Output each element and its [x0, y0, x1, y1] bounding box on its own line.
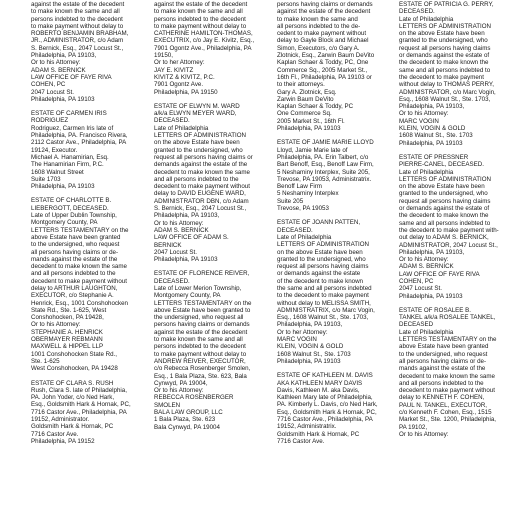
notice-line: DECEASED.: [154, 117, 190, 125]
notice-line: 7901 Ogontz Ave., Philadelphia, PA: [154, 44, 252, 52]
notice-line: ADAM S. BERNICK: [31, 66, 86, 74]
notice-line: the decedent to make known the: [399, 59, 489, 67]
notice-line: Late of Philadelphia: [277, 233, 332, 241]
notice-line: 7716 Castor Ave.: [31, 430, 79, 438]
notice-line: Zlotnick, Esq., Zarwin Baum DeVito: [277, 52, 375, 60]
notice-line: LETTERS TESTAMENTARY on the: [154, 299, 252, 307]
notice-line: Or to his Attorney:: [154, 219, 204, 227]
notice-line: BALA LAW GROUP, LLC: [154, 409, 223, 417]
notice-heading: ESTATE OF CHARLOTTE B.: [31, 197, 112, 205]
notice-line: 19150,: [154, 52, 173, 60]
notice-line: ADAM S. BERNICK: [399, 263, 454, 271]
notice-line: JR., ADMINISTRATOR, c/o Adam: [31, 37, 124, 45]
notice-line: to make payment without delay to: [154, 22, 247, 30]
notice-line: to make payment without delay to: [31, 22, 124, 30]
notice-line: Philadelphia, PA 19103: [399, 139, 463, 147]
notice-line: all persons indebted to the de-: [277, 22, 361, 30]
notice-line: STEPHANIE A. HENRICK: [31, 328, 103, 336]
notice-line: persons indebted to the decedent: [31, 15, 123, 23]
notice-line: Philadelphia, PA 19103,: [277, 321, 343, 329]
notice-line: LAW OFFICE OF FAYE RIVA: [399, 270, 480, 278]
notice-line: or demands against the estate of: [399, 52, 490, 60]
notice-line: Conshohocken, PA 19428,: [31, 314, 104, 322]
notice-line: Montgomery County, PA: [154, 292, 221, 300]
notice-line: decedent to make known the same: [31, 263, 127, 271]
notice-heading: ESTATE OF ELWYN M. WARD: [154, 102, 240, 110]
notice-line: LAW OFFICE OF ADAM S.: [154, 234, 229, 242]
notice-line: 2047 Locust St.: [399, 285, 442, 293]
notice-heading: ESTATE OF CLARA S. RUSH: [31, 379, 114, 387]
notice-line: LETTERS OF ADMINISTRATION: [154, 132, 247, 140]
notice-line: ADMINISTRATOR DBN, c/o Adam: [154, 197, 249, 205]
notice-heading: ESTATE OF CARMEN IRIS: [31, 110, 107, 118]
notice-line: Late of Lower Merion Township,: [154, 284, 242, 292]
notice-line: decedent to make payment without: [154, 183, 250, 191]
notice-line: 19124, Executor.: [31, 146, 78, 154]
notice-line: Bart Benoff, Esq., Benoff Law Firm,: [277, 161, 374, 169]
notice-line: against the estate of the decedent: [154, 328, 248, 336]
notice-line: c/o Kenneth F. Cohen, Esq., 1515: [399, 409, 492, 417]
notice-line: on the above Estate have been: [154, 139, 240, 147]
estate-notice: [277, 139, 385, 212]
notice-line: of the decedent to make known: [277, 277, 363, 285]
notice-line: Suite 205: [277, 197, 304, 205]
notice-line: granted to the undersigned, who: [277, 255, 366, 263]
notice-line: request all persons having claims: [399, 44, 491, 52]
notice-line: EXECUTOR, c/o Stephanie A.: [31, 292, 114, 300]
notice-line: Philadelphia, PA 19103,: [399, 248, 465, 256]
notice-line: DECEASED.: [277, 226, 313, 234]
notice-line: to the undersigned, who request: [31, 241, 120, 249]
estate-notice: [31, 197, 139, 372]
notice-line: PIERRE-CANEL, DECEASED.: [399, 161, 484, 169]
notice-line: EXECUTRIX, c/o Jay E. Kivitz, Esq.,: [154, 37, 255, 45]
notice-line: Philadelphia, PA 19103: [277, 357, 341, 365]
notice-line: cedent to make payment without: [277, 30, 367, 38]
notice-line: Kathleen Mary late of Philadelphia,: [277, 394, 373, 402]
notice-line: Michael A. Hanamirian, Esq.: [31, 153, 109, 161]
notice-line: Late of Philadelphia: [399, 168, 454, 176]
notice-line: Philadelphia, PA 19103,: [399, 103, 465, 111]
notice-column-3: [277, 0, 385, 512]
notice-line: Rush, Clara S. late of Philadelphia,: [31, 386, 127, 394]
notice-line: Philadelphia, PA. Francisco Rivera,: [31, 132, 128, 140]
notice-line: SMOLEN: [154, 401, 181, 409]
notice-line: decedent to make payment without: [31, 277, 127, 285]
notice-line: against the estate of the decedent: [31, 1, 125, 8]
notice-line: State Rd., Ste. 1-625, West: [31, 306, 107, 314]
notice-line: same and all persons indebted to: [399, 219, 491, 227]
notice-line: Ste. 1-625: [31, 357, 60, 365]
notice-line: LAW OFFICE OF FAYE RIVA: [31, 73, 112, 81]
notice-column-2: [154, 0, 262, 512]
notice-line: on the above Estate have been: [399, 30, 485, 38]
notice-line: Esq., 1608 Walnut St., Ste. 1703,: [277, 314, 369, 322]
notice-line: 1608 Walnut St., Ste. 1703: [399, 132, 473, 140]
notice-line: the same and all persons indebted: [277, 284, 372, 292]
notice-line: Goldsmith Hark & Hornak, PC: [277, 430, 360, 438]
notice-line: 1 Bala Plaza, Ste. 623: [154, 416, 216, 424]
notice-line: LETTERS TESTAMENTARY on the: [31, 226, 129, 234]
estate-notice: [277, 219, 385, 365]
notice-line: Benoff Law Firm: [277, 183, 322, 191]
notice-line: 7901 Ogontz Ave.: [154, 81, 204, 89]
notice-line: Or to his Attorney:: [399, 256, 449, 264]
notice-line: above Estate have been granted to: [154, 306, 251, 314]
notice-line: Davis, Kathleen M. aka Davis,: [277, 386, 360, 394]
notice-line: MARC VOGIN: [277, 336, 317, 344]
notice-line: Market St., Ste. 1200, Philadelphia,: [399, 416, 496, 424]
notice-line: or demands against the estate: [277, 270, 361, 278]
notice-line: Late of Philadelphia: [399, 15, 454, 23]
notice-line: without delay to THOMAS PERRY,: [399, 81, 494, 89]
notice-line: on the above Estate have been: [277, 248, 363, 256]
notice-line: Or to his Attorney:: [31, 321, 81, 329]
notice-line: 7716 Castor Ave., Philadelphia, PA: [31, 408, 127, 416]
notice-column-4: [399, 0, 507, 512]
notice-line: to their attorneys.: [277, 81, 325, 89]
notice-line: PA. John Yoder, c/o Ned Hark,: [31, 394, 115, 402]
notice-line: DECEASED: [399, 321, 434, 329]
notice-line: decedent to make known the same: [399, 372, 495, 380]
notice-line: decedent to make known the same: [154, 168, 250, 176]
notice-line: request all persons having claims: [399, 197, 491, 205]
notice-line: Henrick, Esq., 1001 Conshohocken: [31, 299, 128, 307]
notice-line: and all persons indebted to the: [399, 379, 484, 387]
notice-line: Late of Philadelphia: [154, 124, 209, 132]
notice-line: Philadelphia, PA 19150: [154, 88, 218, 96]
notice-line: LETTERS TESTAMENTARY on the: [399, 336, 497, 344]
notice-line: Trevose, PA 19053, Administratrix.: [277, 175, 372, 183]
notice-line: Late of Philadelphia: [399, 328, 454, 336]
estate-notice: [277, 372, 385, 445]
notice-line: Bala Cynwyd, PA 19004: [154, 423, 220, 431]
notice-line: 5 Neshaminy Interplex: [277, 190, 339, 198]
notice-line: ADMINISTRATOR, c/o Marc Vogin,: [399, 88, 496, 96]
notice-heading: ESTATE OF ROSALEE B.: [399, 306, 471, 314]
notice-line: against the estate of the decedent: [277, 8, 371, 16]
estate-notice: [277, 1, 385, 132]
notice-line: to make payment without delay to: [154, 350, 247, 358]
notice-line: all persons having claims or de-: [31, 248, 119, 256]
notice-line: mands against the estate of the: [31, 255, 118, 263]
notice-line: delay to DAVID EUGENE WARD,: [154, 190, 246, 198]
notice-line: Philadelphia, PA 19103: [277, 125, 341, 133]
notice-line: or demands against the estate of: [399, 205, 490, 213]
notice-line: a/k/a ELWYN MEYER WARD,: [154, 110, 237, 118]
notice-line: Esq., Goldsmith Hark & Hornak, PC,: [277, 408, 377, 416]
notice-heading: ESTATE OF KATHLEEN M. DAVIS: [277, 372, 373, 380]
notice-line: 16th Fl., Philadelphia, PA 19103 or: [277, 73, 372, 81]
notice-line: Kaplan Schaer & Toddy, PC, One: [277, 59, 369, 67]
notice-line: granted to the undersigned, who: [154, 146, 243, 154]
notice-line: LETTERS OF ADMINISTRATION: [399, 175, 492, 183]
estate-notice: [399, 307, 507, 438]
notice-column-1: [31, 0, 139, 512]
notice-line: ANDREW REIVER, EXECUTOR,: [154, 357, 246, 365]
notice-line: Philadelphia, PA 19103: [154, 256, 218, 264]
notice-line: Goldsmith Hark & Hornak, PC: [31, 423, 114, 431]
notice-line: decedent to make payment without: [399, 387, 495, 395]
notice-line: PA. Kimberly L. Davis, c/o Ned Hark,: [277, 401, 378, 409]
notice-line: persons indebted to the decedent: [154, 343, 246, 351]
notice-line: to the undersigned, who request: [399, 350, 488, 358]
notice-line: Philadelphia, PA 19103,: [154, 212, 220, 220]
notice-line: and all persons indebted to the: [154, 175, 239, 183]
notice-line: to make known the same and: [277, 15, 358, 23]
notice-line: ADMINISTRATRIX, c/o Marc Vogin,: [277, 306, 375, 314]
estate-notice: [399, 1, 507, 147]
notice-line: Late of Upper Dublin Township,: [31, 212, 117, 220]
notice-line: without delay to MELISSA SMITH,: [277, 299, 371, 307]
notice-line: the decedent to make payment: [399, 73, 484, 81]
notice-line: 2047 Locust St.: [31, 88, 74, 96]
notice-line: ADMINISTRATOR, 2047 Locust St.,: [399, 241, 498, 249]
notice-line: granted to the undersigned, who: [399, 37, 488, 45]
notice-line: Esq., 1608 Walnut St., Ste. 1703,: [399, 95, 491, 103]
notice-line: KLEIN, VOGIN & GOLD: [399, 125, 466, 133]
notice-line: Esq., 1 Bala Plaza, Ste. 623, Bala: [154, 372, 247, 380]
notice-line: Zarwin Baum DeVito: [277, 95, 334, 103]
notice-line: c/o Rebecca Rosenberger Smolen,: [154, 365, 251, 373]
notice-line: Philadelphia, PA 19152: [31, 437, 95, 445]
notice-line: MAXWELL & HIPPEL LLP: [31, 343, 104, 351]
notice-line: 2047 Locust St.: [154, 248, 197, 256]
notice-line: LIEBERGOTT, DECEASED.: [31, 204, 109, 212]
notice-line: delay to Gayle Block and Michael: [277, 37, 369, 45]
notice-line: OBERMAYER REBMANN: [31, 336, 103, 344]
notice-line: Commerce Sq., 2005 Market St.,: [277, 66, 368, 74]
notice-heading: ESTATE OF JOANN PATTEN,: [277, 219, 361, 227]
notice-line: to make known the same and all: [154, 8, 243, 16]
notice-line: Lloyd, Jamie Marie late of: [277, 146, 348, 154]
notice-line: above Estate have been granted: [399, 343, 489, 351]
notice-line: Simon, Executors, c/o Gary A.: [277, 44, 360, 52]
notice-line: mands against the estate of the: [399, 365, 486, 373]
notice-line: AKA KATHLEEN MARY DAVIS: [277, 379, 363, 387]
notice-line: delay to KENNETH F. COHEN,: [399, 394, 485, 402]
notice-line: RODRIGUEZ: [31, 117, 69, 125]
notice-line: Or to his Attorney:: [154, 387, 204, 395]
estate-notice: [31, 1, 139, 103]
notice-line: request all persons having claims or: [154, 153, 253, 161]
estate-notice: [154, 103, 262, 264]
notice-line: Suite 1703: [31, 175, 61, 183]
notice-line: PAUL N. TANKEL, EXECUTOR,: [399, 401, 488, 409]
notice-line: 2005 Market St., 16th Fl.: [277, 117, 345, 125]
notice-line: Cynwyd, PA 19004,: [154, 379, 208, 387]
notice-line: Or to her Attorney:: [154, 59, 205, 67]
notice-line: 5 Neshaminy Interplex, Suite 205,: [277, 168, 370, 176]
notice-heading: ESTATE OF JAMIE MARIE LLOYD: [277, 139, 374, 147]
notice-line: to make known the same and all: [31, 8, 120, 16]
notice-line: ADAM S. BERNICK: [154, 226, 209, 234]
notice-line: 7716 Castor Ave., Philadelphia, PA: [277, 416, 373, 424]
notice-line: S. Bernick, Esq., 2047 Locust St.,: [154, 205, 247, 213]
notice-line: against the estate of the decedent: [154, 1, 248, 8]
notice-line: persons indebted to the decedent: [154, 15, 246, 23]
notice-line: 19152, Administrator.: [31, 416, 90, 424]
notice-heading: ESTATE OF PATRICIA G. PERRY,: [399, 1, 494, 8]
notice-line: Or to his Attorney:: [399, 430, 449, 438]
notice-line: Philadelphia, PA 19103: [31, 183, 95, 191]
notice-line: out delay to ADAM S. BERNICK,: [399, 234, 489, 242]
notice-line: Or to his Attorney:: [399, 110, 449, 118]
notice-line: above Estate have been granted: [31, 233, 121, 241]
notice-line: to the decedent to make payment: [277, 292, 369, 300]
notice-line: Kaplan Schaer & Toddy, PC: [277, 103, 354, 111]
notice-line: the undersigned, who request all: [154, 314, 244, 322]
notice-line: ROBERTO BENJAMIN BRABHAM,: [31, 30, 129, 38]
notice-line: LETTERS OF ADMINISTRATION: [277, 241, 370, 249]
notice-line: One Commerce Sq.: [277, 110, 332, 118]
notice-line: the decedent to make known the: [399, 212, 489, 220]
notice-line: Philadelphia, PA 19103: [31, 95, 95, 103]
notice-line: all persons having claims or de-: [399, 357, 487, 365]
notice-line: on the above Estate have been: [399, 183, 485, 191]
notice-line: Rodriguez, Carmen Iris late of: [31, 124, 114, 132]
notice-line: Montgomery County, PA: [31, 219, 98, 227]
notice-line: LETTERS OF ADMINISTRATION: [399, 22, 492, 30]
notice-line: demands against the estate of the: [154, 161, 248, 169]
notice-line: Philadelphia, PA 19103,: [31, 52, 97, 60]
notice-line: the decedent to make payment with-: [399, 226, 499, 234]
notice-line: 7716 Castor Ave.: [277, 437, 325, 445]
notice-line: COHEN, PC: [31, 81, 66, 89]
notice-line: CATHERINE HAMILTON-THOMAS,: [154, 30, 253, 38]
estate-notice: [31, 110, 139, 190]
notice-line: Trevose, PA 19053: [277, 205, 329, 213]
notice-line: COHEN, PC: [399, 277, 434, 285]
estate-notice: [154, 270, 262, 431]
notice-line: persons having claims or demands: [277, 1, 373, 8]
notice-line: Esq., Goldsmith Hark & Hornak, PC,: [31, 401, 131, 409]
notice-line: KIVITZ & KIVITZ, P.C.: [154, 73, 215, 81]
notice-line: JAY E. KIVITZ: [154, 66, 194, 74]
notice-line: Or to her Attorney:: [277, 328, 328, 336]
notice-line: request all persons having claims: [277, 263, 369, 271]
notice-line: 2112 Castor Ave., Philadelphia, PA: [31, 139, 127, 147]
notice-line: same and all persons indebted to: [399, 66, 491, 74]
notice-line: 1001 Conshohocken State Rd.,: [31, 350, 117, 358]
notice-line: West Conshohocken, PA 19428: [31, 365, 118, 373]
notice-line: 1608 Walnut St., Ste. 1703: [277, 350, 351, 358]
notice-heading: ESTATE OF PRESSNER: [399, 153, 469, 161]
notice-line: Or to his Attorney:: [31, 59, 81, 67]
notice-line: 19152, Administratrix.: [277, 423, 337, 431]
notice-line: REBECCA ROSENBERGER: [154, 394, 234, 402]
notice-line: PA 19102,: [399, 423, 428, 431]
notice-line: granted to the undersigned, who: [399, 190, 488, 198]
notice-line: MARC VOGIN: [399, 117, 439, 125]
notice-line: S. Bernick, Esq., 2047 Locust St.,: [31, 44, 124, 52]
estate-notice: [154, 1, 262, 96]
notice-line: TANKEL a/k/a ROSALEE TANKEL,: [399, 314, 496, 322]
notice-line: persons having claims or demands: [154, 321, 250, 329]
notice-line: and all persons indebted to the: [31, 270, 116, 278]
notice-line: Philadelphia, PA. Erin Talbert, c/o: [277, 153, 369, 161]
notice-line: 1608 Walnut Street: [31, 168, 84, 176]
estate-notice: [399, 154, 507, 300]
estate-notice: [31, 380, 139, 446]
notice-line: Gary A. Zlotnick, Esq.: [277, 88, 337, 96]
notice-heading: ESTATE OF FLORENCE REIVER,: [154, 270, 250, 278]
notice-line: to make known the same and all: [154, 336, 243, 344]
notice-line: DECEASED.: [399, 8, 435, 16]
notice-line: DECEASED.: [154, 277, 190, 285]
notice-line: KLEIN, VOGIN & GOLD: [277, 343, 344, 351]
notice-line: delay to ARTHUR LAUGHTON,: [31, 284, 118, 292]
notice-line: BERNICK: [154, 241, 182, 249]
notice-line: Philadelphia, PA 19103: [399, 292, 463, 300]
notice-line: The Hanamirian Firm, P.C.: [31, 161, 104, 169]
